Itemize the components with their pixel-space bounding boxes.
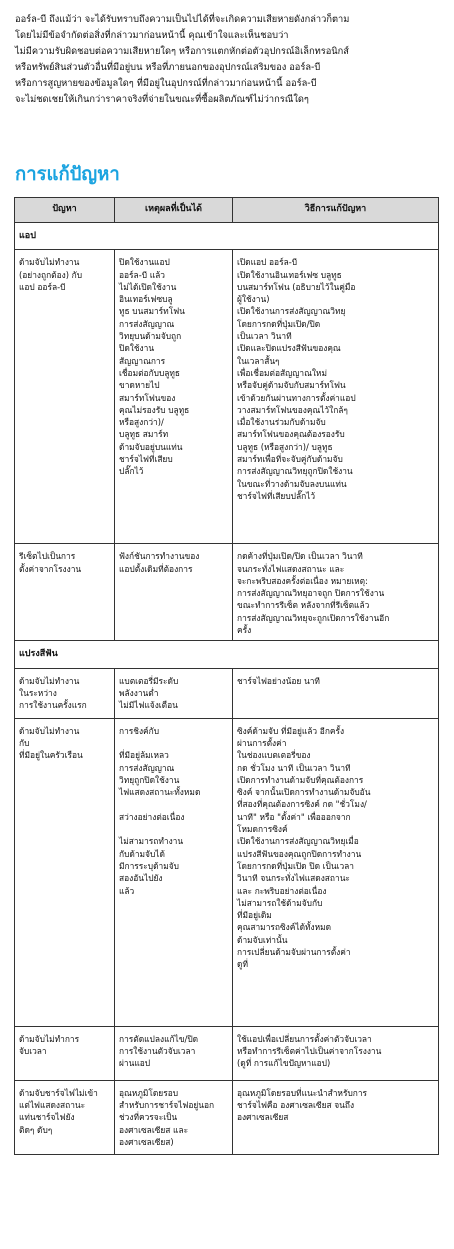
solution-line: ชาร์จไฟคือ องศาเซลเซียส จนถึง [237, 1099, 355, 1110]
problem-line: ด้ามจับไม่ทำการ [19, 1033, 80, 1044]
section-title: แอป [15, 223, 439, 250]
solution-cell [233, 1026, 439, 1080]
problem-cell [15, 668, 115, 718]
problem-cell [15, 250, 115, 544]
solution-line: ดูที่ [237, 959, 248, 970]
problem-line: ติดๆ ดับๆ [19, 1124, 53, 1135]
problem-cell [15, 544, 115, 641]
solution-line: เพื่อเชื่อมต่อสัญญาณใหม่ [237, 367, 327, 378]
table-row [15, 1026, 439, 1080]
problem-line: แท่นชาร์จไฟยัง [19, 1112, 75, 1123]
solution-cell [233, 668, 439, 718]
cause-line: องศาเซลเซียส) [119, 1136, 174, 1147]
cause-line: วิทยุถูกปิดใช้งาน [119, 774, 180, 785]
solution-line: องศาเซลเซียส [237, 1112, 289, 1123]
intro-line: โดยไม่มีข้อจำกัดต่อสิ่งที่กล่าวมาก่อนหน้านี้ คุณเข้าใจและเห็นชอบว่า [15, 30, 289, 41]
cause-line: การส่งสัญญาณ [119, 762, 175, 773]
solution-line: เปิดใช้งานอินเทอร์เฟซ บลูทูธ [237, 269, 342, 280]
cause-line: ไม่มีไฟแจ้งเตือน [119, 700, 178, 711]
section-row [15, 223, 439, 250]
solution-line: และ กะพริบอย่างต่อเนื่อง [237, 885, 327, 896]
solution-line: ในเวลาสั้นๆ [237, 355, 280, 366]
solution-line: หรือจับคู่ด้ามจับกับสมาร์ทโฟน [237, 380, 346, 391]
solution-line: ด้ามจับเท่านั้น [237, 934, 288, 945]
cause-line: ไฟแสดงสถานะทั้งหมด [119, 787, 201, 798]
solution-line: การเปลี่ยนด้ามจับผ่านการตั้งค่า [237, 947, 351, 958]
solution-line: สมาร์ทเพื่อที่จะจับคู่กับด้ามจับ [237, 454, 343, 465]
cause-line [119, 798, 228, 810]
cause-line: ช่วงที่ควรจะเป็น [119, 1112, 178, 1123]
cause-line: บลูทูธ สมาร์ท [119, 429, 169, 440]
solution-line: แปรงสีฟันของคุณถูกปิดการทำงาน [237, 848, 362, 859]
solution-line: จะกะพริบสองครั้งต่อเนื่อง หมายเหตุ: [237, 575, 368, 586]
solution-cell [233, 1080, 439, 1154]
solution-line: อุณหภูมิโดยรอบที่แนะนำสำหรับการ [237, 1087, 368, 1098]
cause-line: แล้ว [119, 885, 135, 896]
intro-line: หรือการสูญหายของข้อมูลใดๆ ที่มีอยู่ในอุปกรณ์ที่กล่าวมาก่อนหน้านี้ ออร์ล-บี [15, 78, 317, 89]
table-row [15, 250, 439, 544]
solution-line: ผู้ใช้งาน) [237, 294, 270, 305]
solution-line: เปิดใช้งานการส่งสัญญาณวิทยุ [237, 306, 346, 317]
cause-line: องศาเซลเซียส และ [119, 1124, 189, 1135]
solution-line: เปิดใช้งานการส่งสัญญาณวิทยุเมื่อ [237, 836, 359, 847]
problem-line: ด้ามจับไม่ทำงาน [19, 675, 80, 686]
problem-line: (อย่างถูกต้อง) กับ [19, 269, 83, 280]
cause-cell [115, 250, 233, 544]
cause-line: เชื่อมต่อกับบลูทูธ [119, 367, 181, 378]
solution-cell [233, 250, 439, 544]
cause-line: ชาร์จไฟที่เสียบ [119, 454, 173, 465]
cause-line: แอปตั้งเดิมที่ต้องการ [119, 563, 193, 574]
solution-line: ที่สองที่คุณต้องการซิงค์ กด "ชั่วโมง/ [237, 799, 367, 810]
problem-line: ในระหว่าง [19, 687, 57, 698]
problem-line: แอป ออร์ล-บี [19, 281, 66, 292]
solution-line: เมื่อใช้งานร่วมกับด้ามจับ [237, 417, 326, 428]
solution-line: เปิดและปิดแปรงสีฟันของคุณ [237, 343, 341, 354]
table-row [15, 718, 439, 1026]
header-solution: วิธีการแก้ปัญหา [233, 198, 439, 223]
solution-line: ในช่องแบตเตอรี่ของ [237, 750, 311, 761]
solution-line: (ดูที่ การแก้ไขปัญหาแอป) [237, 1058, 331, 1069]
solution-line: ชาร์จไฟที่เสียบปลั๊กไว้ [237, 490, 316, 501]
cause-line: ผ่านแอป [119, 1058, 151, 1069]
cause-line: หรือสูงกว่า)/ [119, 417, 164, 428]
problem-cell [15, 718, 115, 1026]
cause-line: กับด้ามจับได้ [119, 848, 165, 859]
section-title: แปรงสีฟัน [15, 641, 439, 668]
intro-paragraph [15, 12, 440, 108]
cause-line: ไม่ได้เปิดใช้งาน [119, 281, 177, 292]
table-body [15, 223, 439, 1155]
cause-line: ปิดใช้งานแอป [119, 257, 170, 268]
cause-line: สองอันไปยัง [119, 873, 163, 884]
solution-line: การส่งสัญญาณวิทยุถูกปิดใช้งาน [237, 466, 353, 477]
problem-cell [15, 1080, 115, 1154]
problem-line: ตั้งค่าจากโรงงาน [19, 563, 82, 574]
solution-line: ครั้ง [237, 625, 252, 636]
solution-line: ชาร์จไฟอย่างน้อย นาที [237, 675, 320, 686]
cause-line: ด้ามจับอยู่บนแท่น [119, 441, 183, 452]
cause-line: ขาดหายไป [119, 380, 160, 391]
solution-line: โหมดการซิงค์ [237, 824, 288, 835]
table-row [15, 544, 439, 641]
solution-line: ซิงค์ จากนั้นเปิดการทำงานด้ามจับอัน [237, 787, 371, 798]
cause-line: ที่มีอยู่ล้มเหลว [119, 750, 169, 761]
solution-line: บนสมาร์ทโฟน (อธิบายไว้ในคู่มือ [237, 281, 356, 292]
solution-line: สมาร์ทโฟนของคุณต้องรองรับ [237, 429, 345, 440]
solution-line: ใช้แอปเพื่อเปลี่ยนการตั้งค่าตัวจับเวลา [237, 1033, 372, 1044]
solution-line: โดยการกดที่ปุ่มเปิด ปิด เป็นเวลา [237, 860, 354, 871]
table-row [15, 1080, 439, 1154]
table-header-row [15, 198, 439, 223]
problem-line: ด้ามจับไม่ทำงาน [19, 725, 80, 736]
cause-line: สัญญาณการ [119, 355, 166, 366]
cause-cell [115, 1080, 233, 1154]
cause-cell [115, 1026, 233, 1080]
problem-line: ด้ามจับไม่ทำงาน [19, 257, 80, 268]
cause-line: ออร์ล-บี แล้ว [119, 269, 165, 280]
cause-line: ปิดใช้งาน [119, 343, 155, 354]
solution-cell [233, 544, 439, 641]
cause-line: สมาร์ทโฟนของ [119, 392, 176, 403]
solution-line: การส่งสัญญาณวิทยุจะถูกเปิดการใช้งานอีก [237, 612, 390, 623]
page-heading: การแก้ปัญหา [15, 164, 120, 185]
cause-line: สำหรับการชาร์จไฟอยู่นอก [119, 1099, 215, 1110]
solution-line: เข้าด้วยกันผ่านทางการตั้งค่าแอป [237, 392, 356, 403]
cause-cell [115, 668, 233, 718]
solution-line: ซิงค์ด้ามจับ ที่มีอยู่แล้ว อีกครั้ง [237, 725, 345, 736]
problem-line: กับ [19, 737, 30, 748]
header-cause: เหตุผลที่เป็นได้ [115, 198, 233, 223]
cause-line [119, 823, 228, 835]
cause-line: ไม่สามารถทำงาน [119, 836, 184, 847]
solution-line: โดยการกดที่ปุ่มเปิด/ปิด [237, 318, 321, 329]
intro-line: หรือทรัพย์สินส่วนตัวอื่นที่มีอยู่บน หรือที่ภายนอกของอุปกรณ์เสริมของ ออร์ล-บี [15, 62, 321, 73]
solution-line: เป็นเวลา วินาที [237, 331, 292, 342]
solution-line: ที่มีอยู่เดิม [237, 910, 272, 921]
solution-line: บลูทูธ (หรือสูงกว่า)/ บลูทูธ [237, 441, 333, 452]
intro-line: ไม่มีความรับผิดชอบต่อความเสียหายใดๆ หรือการแตกหักต่อตัวอุปกรณ์อิเล็กทรอนิกส์ [15, 46, 349, 57]
cause-line: ปลั๊กไว้ [119, 466, 144, 477]
cause-line: ทูธ บนสมาร์ทโฟน [119, 306, 185, 317]
solution-line: เปิดการทำงานด้ามจับที่คุณต้องการ [237, 774, 364, 785]
problem-line: แต่ไฟแสดงสถานะ [19, 1099, 86, 1110]
solution-line: ผ่านการตั้งค่า [237, 737, 287, 748]
problem-line: การใช้งานครั้งแรก [19, 700, 87, 711]
solution-line: ขณะทำการรีเซ็ต หลังจากที่รีเซ็ตแล้ว [237, 600, 370, 611]
cause-cell [115, 718, 233, 1026]
solution-line: ไม่สามารถใช้ด้ามจับกับ [237, 897, 323, 908]
solution-line: จนกระทั่งไฟแสดงสถานะ และ [237, 563, 345, 574]
cause-cell [115, 544, 233, 641]
cause-line: การส่งสัญญาณ [119, 318, 175, 329]
cause-line: การชิงค์กับ [119, 725, 160, 736]
solution-line: นาที" หรือ "ตั้งค่า" เพื่อออกจาก [237, 811, 351, 822]
cause-line: มีการระบุด้ามจับ [119, 860, 179, 871]
intro-line: จะไม่ชดเชยให้เกินกว่าราคาจริงที่จ่ายในขณะที่ซื้อผลิตภัณฑ์ไม่ว่ากรณีใดๆ [15, 94, 309, 105]
cause-line: การตัดแปลงแก้ไข/ปิด [119, 1033, 199, 1044]
cause-line: อินเทอร์เฟซบลู [119, 294, 173, 305]
section-row [15, 641, 439, 668]
cause-line: ฟังก์ชันการทำงานของ [119, 551, 200, 562]
problem-line: จับเวลา [19, 1045, 47, 1056]
solution-line: ในขณะที่วางด้ามจับลงบนแท่น [237, 478, 347, 489]
cause-line: แบตเตอรี่มีระดับ [119, 675, 179, 686]
solution-line: หรือทำการรีเซ็ตค่าไปเป็นค่าจากโรงงาน [237, 1045, 382, 1056]
solution-line: คุณสามารถซิงค์ได้ทั้งหมด [237, 922, 332, 933]
solution-cell [233, 718, 439, 1026]
problem-line: ด้ามจับชาร์จไฟไม่เข้า [19, 1087, 98, 1098]
troubleshooting-table [14, 197, 439, 1155]
header-problem: ปัญหา [15, 198, 115, 223]
problem-line: รีเซ็ตไปเป็นการ [19, 551, 76, 562]
cause-line: พลังงานต่ำ [119, 687, 159, 698]
intro-line: ออร์ล-บี ถึงแม้ว่า จะได้รับทราบถึงความเป็นไปได้ที่จะเกิดความเสียหายดังกล่าวก็ตาม [15, 14, 350, 25]
cause-line: คุณไม่รองรับ บลูทูธ [119, 404, 190, 415]
cause-line: อุณหภูมิโดยรอบ [119, 1087, 179, 1098]
problem-cell [15, 1026, 115, 1080]
solution-line: วางสมาร์ทโฟนของคุณไว้ใกล้ๆ [237, 404, 348, 415]
cause-line: วิทยุบนด้ามจับถูก [119, 331, 182, 342]
table-row [15, 668, 439, 718]
cause-line: สว่างอย่างต่อเนื่อง [119, 811, 185, 822]
cause-line: การใช้งานตัวจับเวลา [119, 1045, 196, 1056]
solution-line: กด ชั่วโมง นาที เป็นเวลา วินาที [237, 762, 351, 773]
cause-line [119, 737, 228, 749]
solution-line: กดค้างที่ปุ่มเปิด/ปิด เป็นเวลา วินาที [237, 551, 363, 562]
solution-line: การส่งสัญญาณวิทยุอาจถูก ปิดการใช้งาน [237, 588, 385, 599]
problem-line: ที่มีอยู่ในครัวเรือน [19, 750, 83, 761]
solution-line: เปิดแอป ออร์ล-บี [237, 257, 298, 268]
solution-line: วินาที จนกระทั่งไฟแสดงสถานะ [237, 873, 350, 884]
